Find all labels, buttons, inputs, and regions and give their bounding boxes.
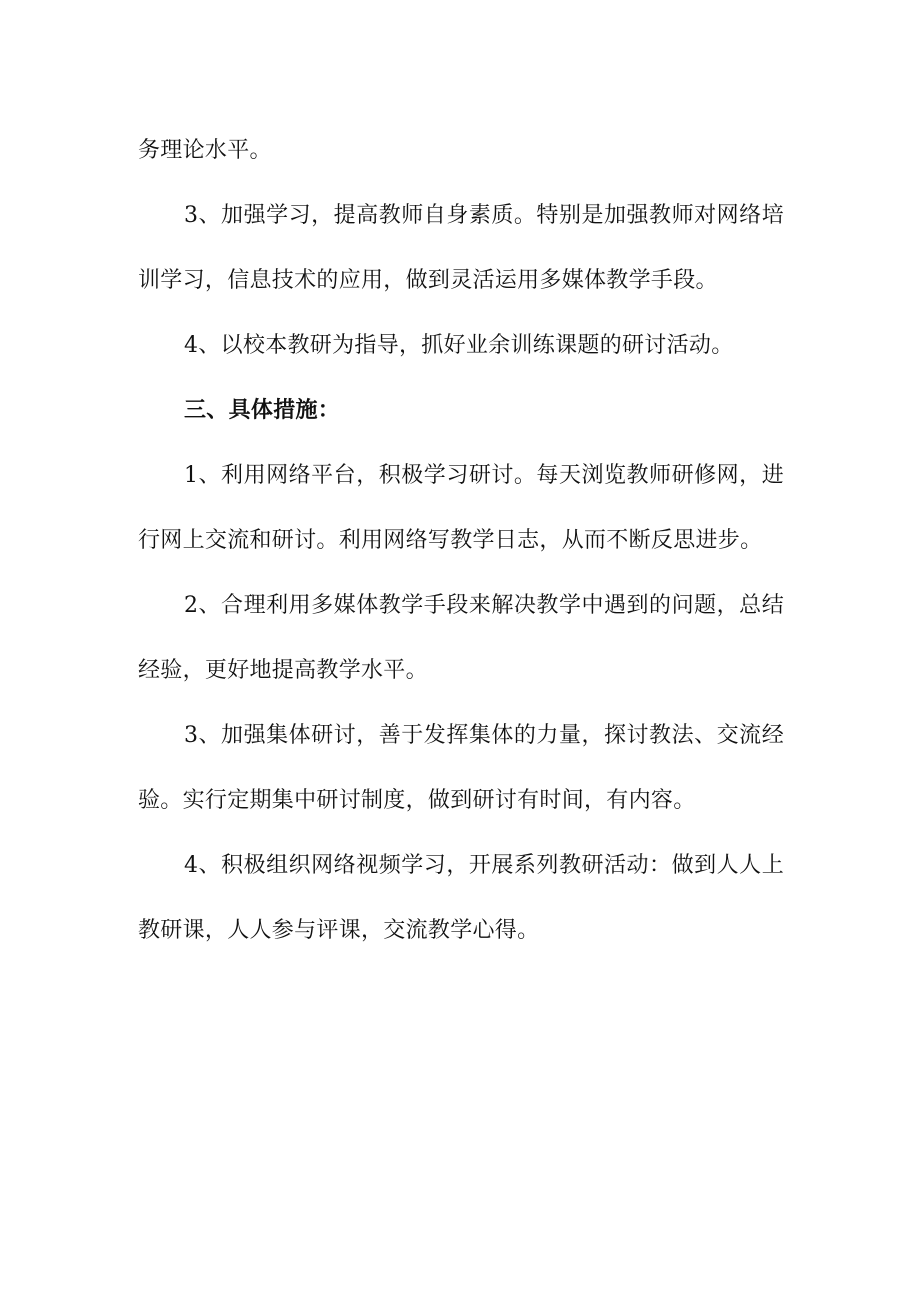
section-heading-measures: 三、具体措施：	[184, 397, 341, 423]
paragraph-measure-1: 1、利用网络平台，积极学习研讨。每天浏览教师研修网，进行网上交流和研讨。利用网络写教学日志，从而不断反思进步。	[138, 463, 784, 553]
paragraph-item-3-study: 3、加强学习，提高教师自身素质。特别是加强教师对网络培训学习，信息技术的应用，做到灵活运用多媒体教学手段。	[138, 203, 784, 293]
paragraph-continuation: 务理论水平。	[138, 138, 272, 163]
paragraph-measure-4: 4、积极组织网络视频学习，开展系列教研活动：做到人人上教研课，人人参与评课，交流教学心得。	[138, 853, 784, 943]
paragraph-measure-3: 3、加强集体研讨，善于发挥集体的力量，探讨教法、交流经验。实行定期集中研讨制度，做到研讨有时间，有内容。	[138, 723, 784, 813]
paragraph-item-4-research: 4、以校本教研为指导，抓好业余训练课题的研讨活动。	[184, 333, 734, 358]
paragraph-measure-2: 2、合理利用多媒体教学手段来解决教学中遇到的问题，总结经验，更好地提高教学水平。	[138, 593, 784, 683]
document-page	[138, 118, 784, 963]
